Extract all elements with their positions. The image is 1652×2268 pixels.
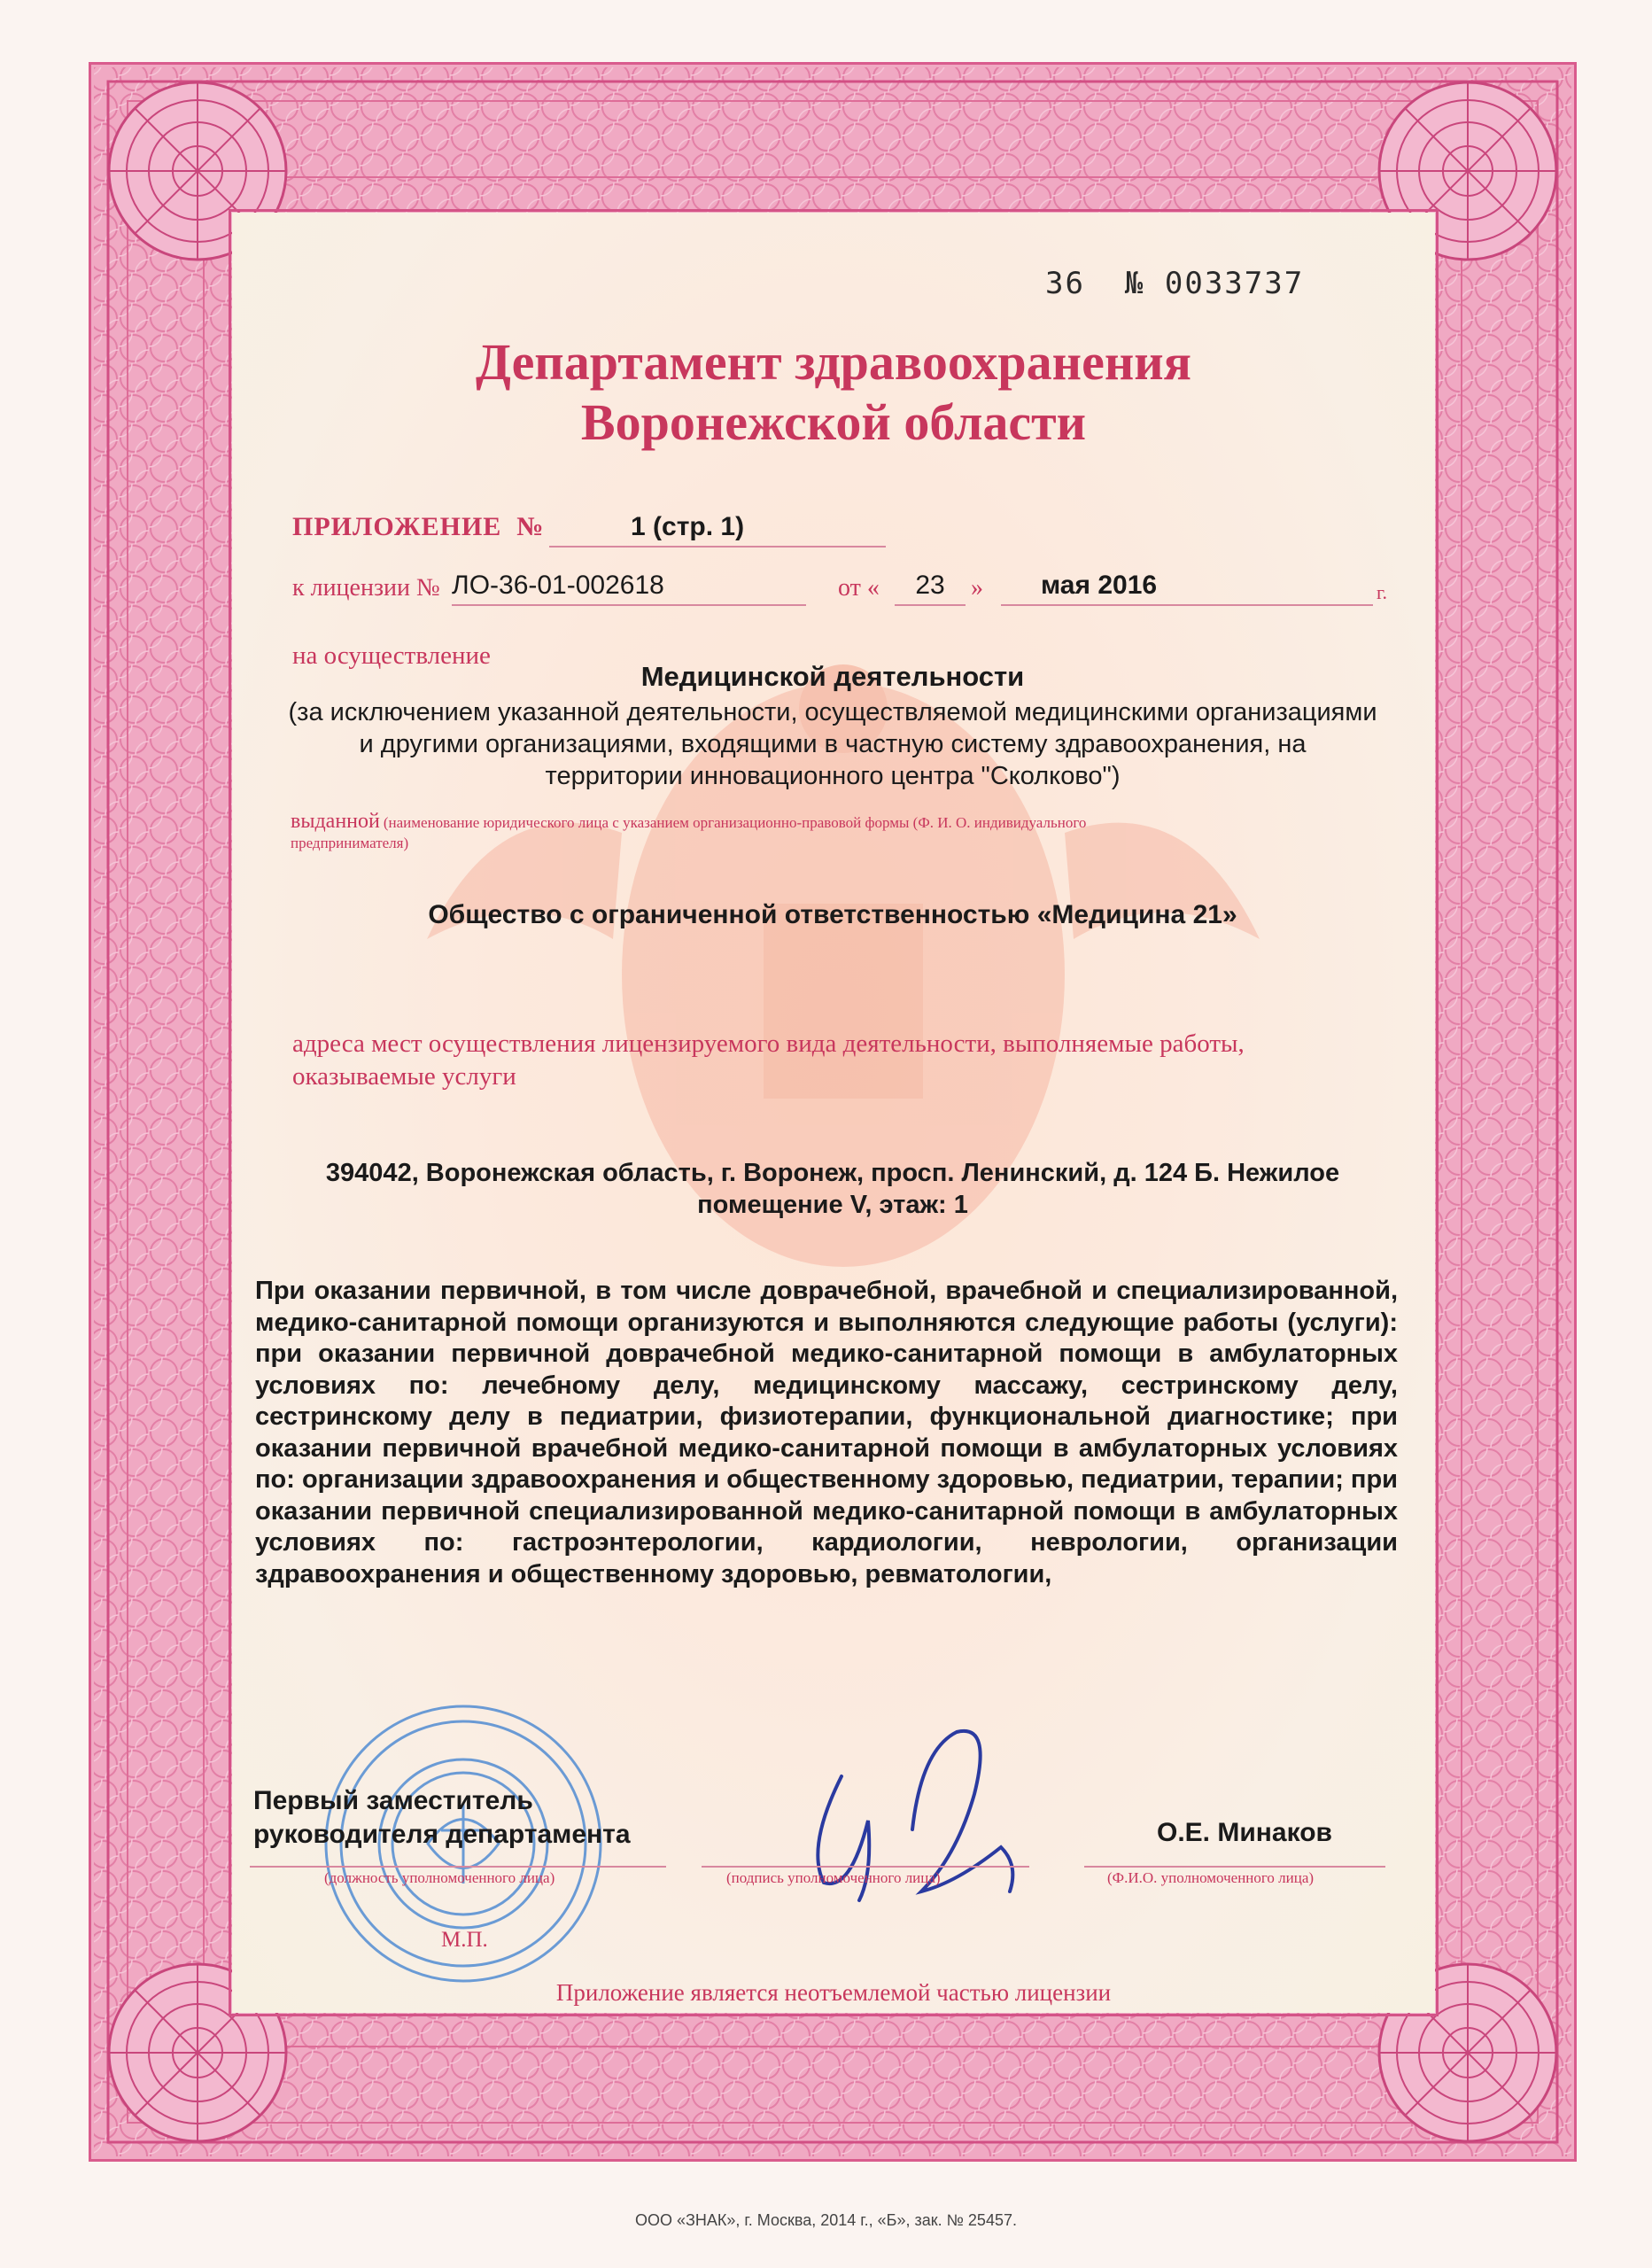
appendix-number-field: 1 (стр. 1) xyxy=(549,512,886,548)
printer-note: ООО «ЗНАК», г. Москва, 2014 г., «Б», зак. № 25457. xyxy=(635,2211,1017,2229)
address-label: адреса мест осуществления лицензируемого вида деятельности, выполняемые работы, оказываемые услуги xyxy=(292,1029,1245,1091)
issuer-line-2: Воронежской области xyxy=(580,393,1087,451)
signature-underline xyxy=(702,1866,1029,1868)
license-date-from: от « xyxy=(838,574,880,602)
position-hint: (должность уполномоченного лица) xyxy=(324,1869,555,1886)
activity-label: на осуществление xyxy=(292,641,491,670)
license-label: к лицензии № xyxy=(292,574,440,602)
license-year-suffix: г. xyxy=(1377,581,1388,603)
license-month-year-field: мая 2016 xyxy=(1001,571,1373,606)
signature-icon xyxy=(788,1714,1054,1918)
signatory-position: Первый заместитель руководителя департамента xyxy=(253,1786,631,1849)
activity-description: (за исключением указанной деятельности, осуществляемой медицинскими организациями и другими организациями, входящими в частную систему здравоохранения, на территории инновационного центра "Сколково") xyxy=(288,698,1377,790)
services-text: При оказании первичной, в том числе доврачебной, врачебной и специализированной, медико-санитарной помощи организуются и выполняются следующие работы (услуги): при оказании первичной доврачебной медико-санитарной помощи в амбулаторных условиях по: лечебному делу, медицинскому массажу, сестринскому делу, сестринскому делу в педиатрии, физиотерапии, функциональной диагностике; при оказании первичной врачебной медико-санитарной помощи в амбулаторных условиях по: организации здравоохранения и общественному здоровью, педиатрии, терапии; при оказании первичной специализированной медико-санитарной помощи в амбулаторных условиях по: гастроэнтерологии, кардиологии, неврологии, организации здравоохранения и общественному здоровью, ревматологии, xyxy=(255,1277,1398,1588)
seal-place-label: М.П. xyxy=(441,1928,488,1952)
license-date-close: » xyxy=(971,574,983,602)
activity-title: Медицинской деятельности xyxy=(640,661,1025,692)
position-underline xyxy=(250,1866,666,1868)
issued-to-label-block: выданной (наименование юридического лица с указанием организационно-правовой формы (Ф. И. О. индивидуального предпринимателя) xyxy=(291,810,1087,851)
appendix-label: ПРИЛОЖЕНИЕ № xyxy=(292,512,545,541)
license-number-field: ЛО-36-01-002618 xyxy=(452,571,806,606)
address-value: 394042, Воронежская область, г. Воронеж, просп. Ленинский, д. 124 Б. Нежилое помещение V, этаж: 1 xyxy=(325,1159,1340,1219)
appendix-note: Приложение является неотъемлемой частью лицензии xyxy=(555,1979,1112,2006)
name-hint: (Ф.И.О. уполномоченного лица) xyxy=(1107,1869,1315,1886)
issuer-line-1: Департамент здравоохранения xyxy=(475,333,1192,391)
issuer-title xyxy=(232,332,1435,453)
license-day-field: 23 xyxy=(895,571,966,606)
name-underline xyxy=(1084,1866,1385,1868)
serial-number: 36 № 0033737 xyxy=(1045,266,1305,301)
signatory-name: О.Е. Минаков xyxy=(1157,1818,1332,1847)
signature-hint: (подпись уполномоченного лица) xyxy=(726,1869,941,1886)
licensee-name: Общество с ограниченной ответственностью «Медицина 21» xyxy=(428,900,1237,929)
